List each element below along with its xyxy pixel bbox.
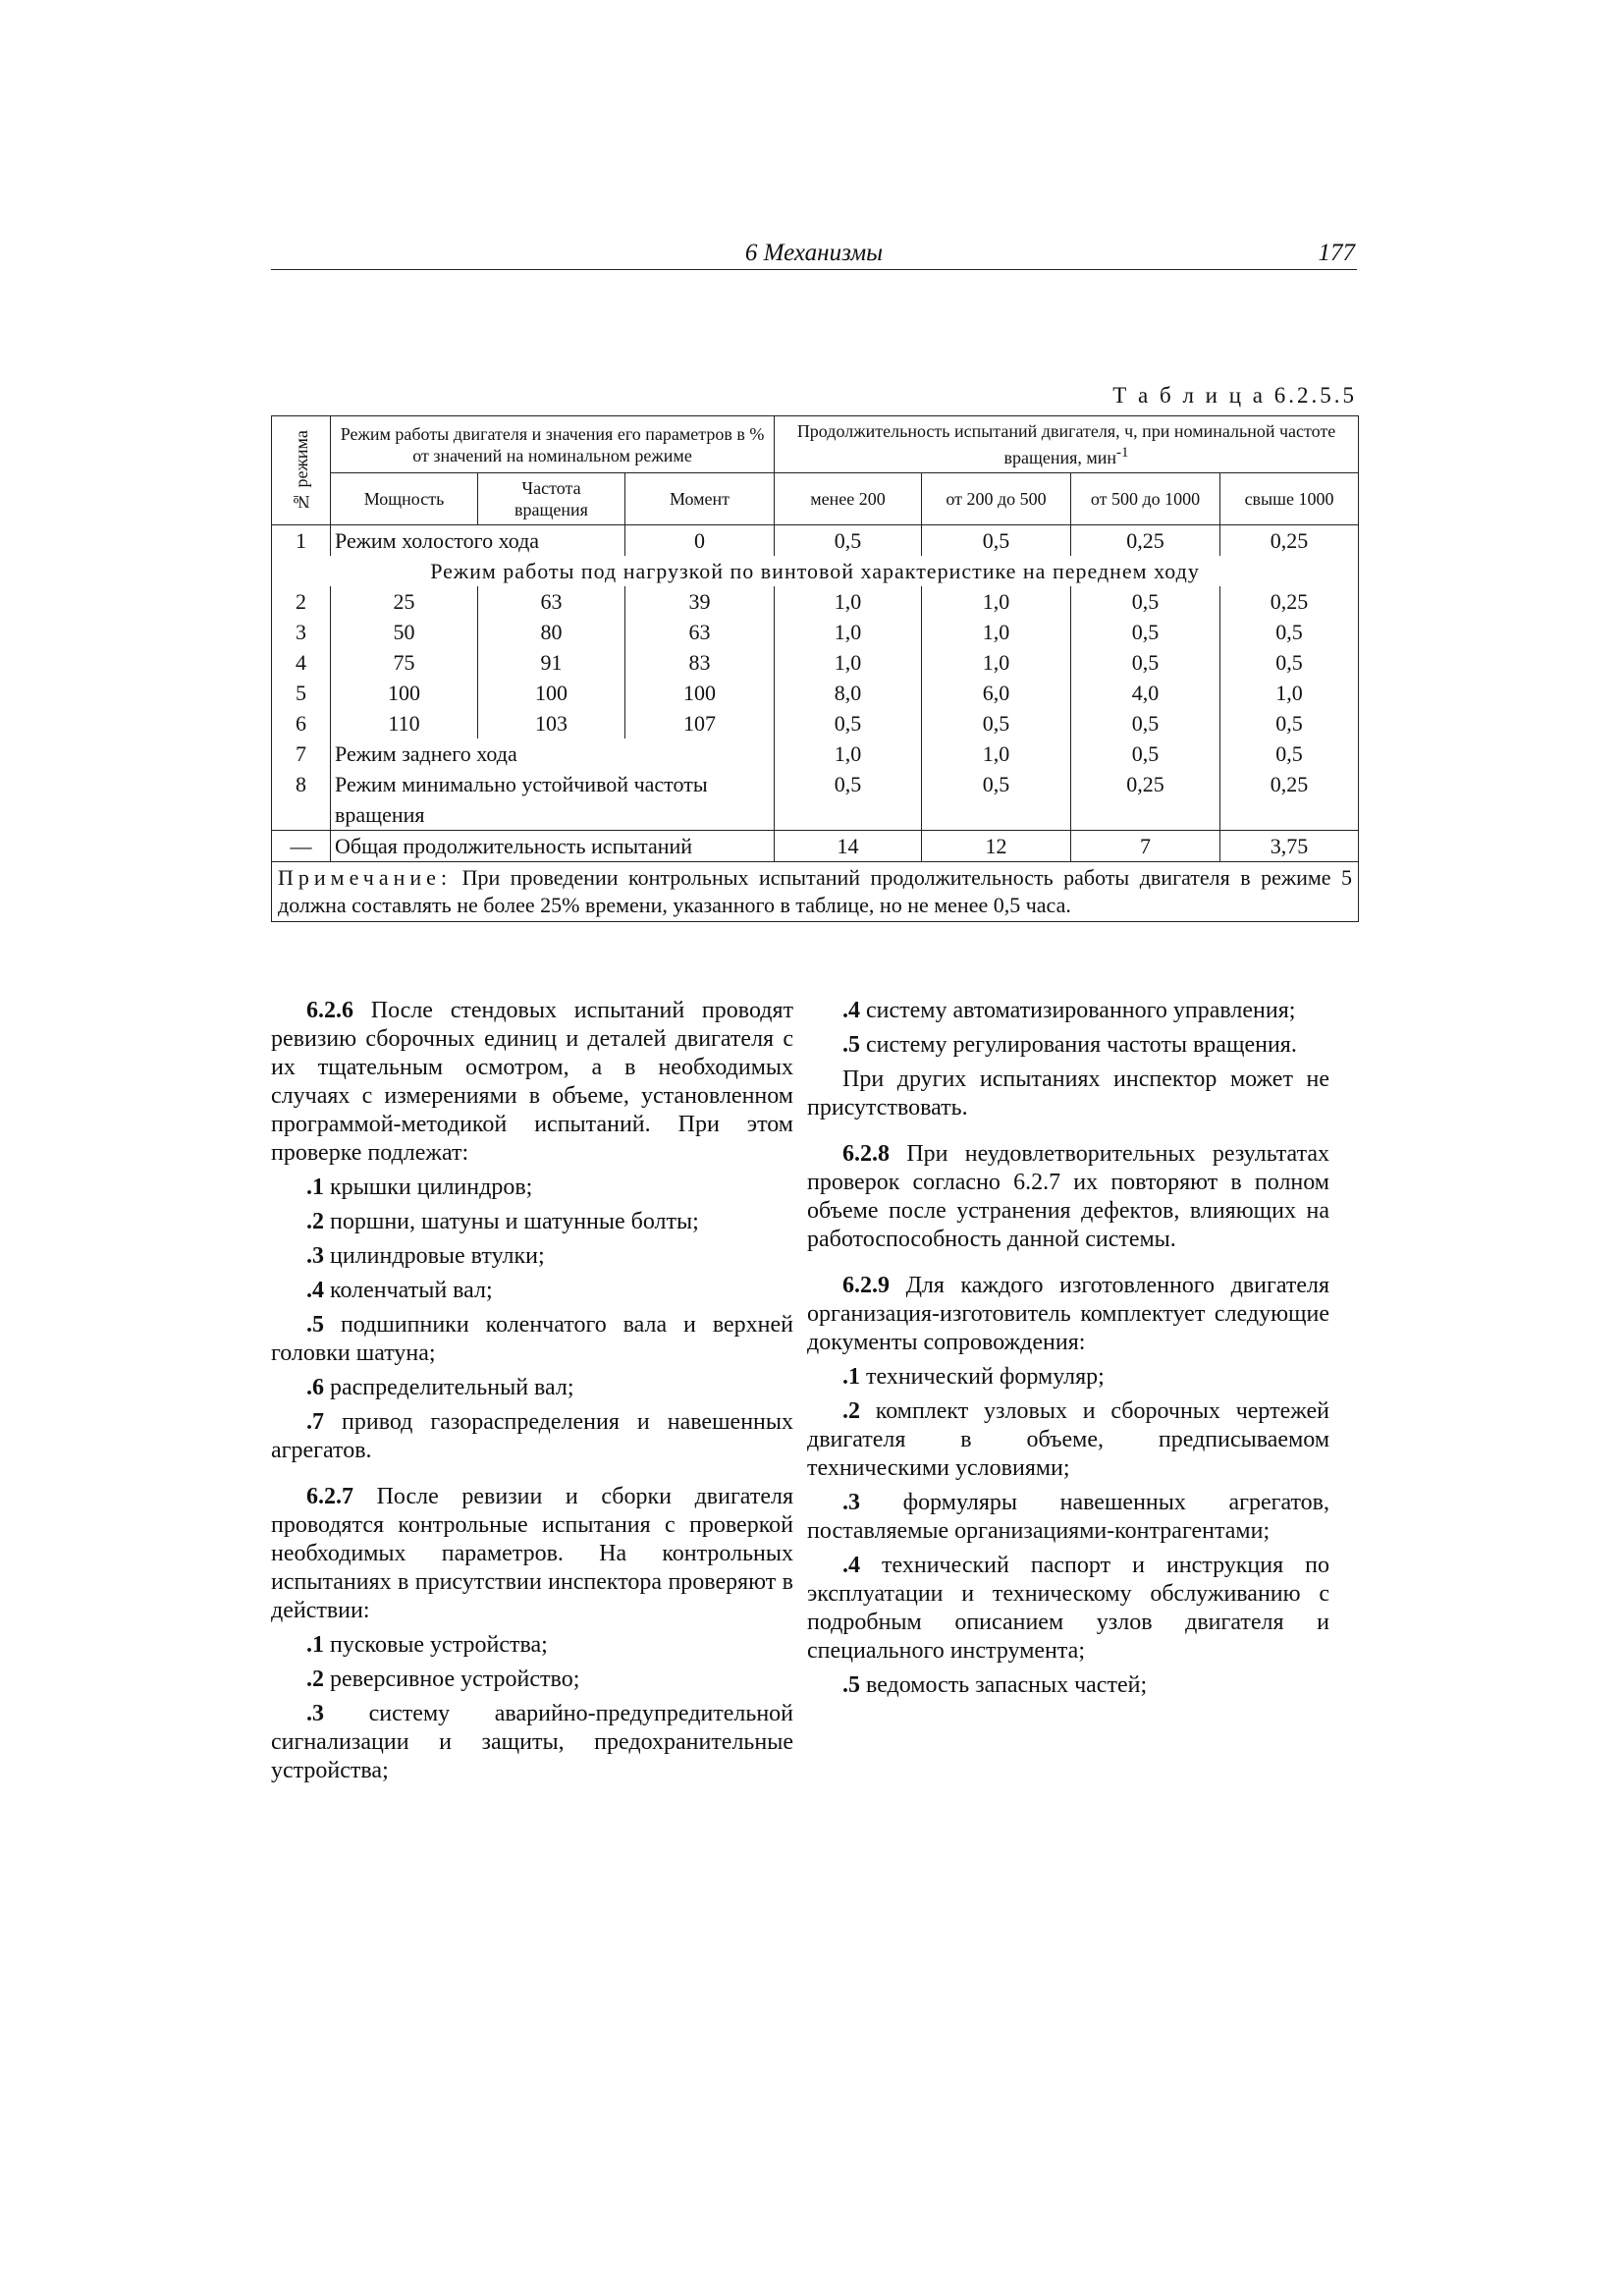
row-duration-2: 0,5 (922, 769, 1071, 831)
list-item (271, 1277, 793, 1305)
table-header-row-2 (272, 473, 1359, 525)
item-number: .4 (842, 1553, 860, 1578)
row-duration-1: 1,0 (775, 617, 922, 647)
item-number: .6 (306, 1375, 324, 1400)
row-number: 4 (272, 647, 331, 678)
table-row (272, 708, 1359, 738)
row-duration-1: 0,5 (775, 708, 922, 738)
row-power: 25 (331, 586, 478, 617)
item-text: поршни, шатуны и шатунные болты; (330, 1209, 699, 1234)
row-duration-4: 1,0 (1220, 678, 1359, 708)
row-number: 6 (272, 708, 331, 738)
row-duration-3: 0,5 (1071, 708, 1220, 738)
item-number: .2 (306, 1667, 324, 1692)
paragraph-text: После ревизии и сборки двигателя проводятся контрольные испытания с проверкой необходимых параметров. На контрольных испытаниях в присутствии инспектора проверяют в действии: (271, 1484, 793, 1623)
paragraph-text: После стендовых испытаний проводят ревизию сборочных единиц и деталей двигателя с их тщательным осмотром, а в необходимых случаях с измерениями в объеме, установленном программой-методикой испытаний. При этом проверке подлежат: (271, 998, 793, 1166)
table-row (272, 769, 1359, 831)
row-moment: 100 (625, 678, 775, 708)
header-test-duration (775, 416, 1359, 473)
paragraph-text: При неудовлетворительных результатах проверок согласно 6.2.7 их повторяют в полном объеме после устранения дефектов, влияющих на работоспособность данной системы. (807, 1141, 1329, 1252)
row-duration-2: 6,0 (922, 678, 1071, 708)
table-span-row (272, 556, 1359, 586)
item-text: технический формуляр; (866, 1364, 1105, 1390)
table-note (272, 862, 1359, 922)
paragraph-tail: При других испытаниях инспектор может не присутствовать. (807, 1066, 1329, 1121)
row-duration-2: 1,0 (922, 738, 1071, 769)
list-item (271, 1631, 793, 1660)
item-number: .4 (842, 998, 860, 1023)
table-caption: Т а б л и ц а 6.2.5.5 (1112, 383, 1357, 408)
row-duration-2: 0,5 (922, 708, 1071, 738)
page-header (271, 240, 1357, 270)
item-text: коленчатый вал; (330, 1278, 493, 1303)
header-duration-1: менее 200 (775, 473, 922, 525)
paragraph-6-2-7 (271, 1483, 793, 1625)
list-item (271, 1174, 793, 1202)
row-duration-1: 14 (775, 831, 922, 862)
row-moment: 0 (625, 525, 775, 557)
row-duration-3: 0,5 (1071, 738, 1220, 769)
page-number: 177 (1318, 240, 1355, 266)
item-text: распределительный вал; (330, 1375, 574, 1400)
item-text: пусковые устройства; (330, 1632, 548, 1658)
list-item (807, 997, 1329, 1025)
paragraph-6-2-9 (807, 1272, 1329, 1357)
row-number: 7 (272, 738, 331, 769)
row-duration-3: 0,25 (1071, 769, 1220, 831)
row-duration-2: 12 (922, 831, 1071, 862)
row-moment: 107 (625, 708, 775, 738)
row-moment: 63 (625, 617, 775, 647)
row-duration-1: 8,0 (775, 678, 922, 708)
row-label: Общая продолжительность испытаний (331, 831, 775, 862)
list-item (807, 1671, 1329, 1700)
header-test-duration-sup: -1 (1116, 445, 1129, 461)
table-row (272, 617, 1359, 647)
table-row (272, 586, 1359, 617)
list-item (271, 1208, 793, 1236)
list-item (271, 1311, 793, 1368)
item-number: .4 (306, 1278, 324, 1303)
item-number: .1 (842, 1364, 860, 1390)
item-number: .1 (306, 1632, 324, 1658)
header-moment: Момент (625, 473, 775, 525)
row-number: 3 (272, 617, 331, 647)
row-number: 2 (272, 586, 331, 617)
item-text: цилиндровые втулки; (330, 1243, 545, 1269)
item-text: крышки цилиндров; (330, 1175, 533, 1200)
row-duration-2: 1,0 (922, 586, 1071, 617)
row-duration-3: 7 (1071, 831, 1220, 862)
row-duration-4: 0,25 (1220, 586, 1359, 617)
header-power: Мощность (331, 473, 478, 525)
list-item (271, 1242, 793, 1271)
item-number: .5 (842, 1672, 860, 1698)
row-moment: 83 (625, 647, 775, 678)
test-duration-table (271, 415, 1359, 922)
header-duration-4: свыше 1000 (1220, 473, 1359, 525)
note-text: При проведении контрольных испытаний продолжительность работы двигателя в режиме 5 должна составлять не более 25% времени, указанного в таблице, но не менее 0,5 часа. (278, 865, 1353, 917)
item-text: систему аварийно-предупредительной сигнализации и защиты, предохранительные устройства; (271, 1701, 793, 1783)
row-duration-4: 0,5 (1220, 617, 1359, 647)
row-moment: 39 (625, 586, 775, 617)
table-header-row-1 (272, 416, 1359, 473)
item-number: .3 (306, 1701, 324, 1726)
item-number: .5 (306, 1312, 324, 1338)
row-duration-3: 0,5 (1071, 586, 1220, 617)
row-duration-2: 1,0 (922, 647, 1071, 678)
item-text: систему регулирования частоты вращения. (866, 1032, 1297, 1058)
item-text: ведомость запасных частей; (866, 1672, 1148, 1698)
item-text: систему автоматизированного управления; (866, 998, 1296, 1023)
row-duration-3: 0,5 (1071, 647, 1220, 678)
row-duration-4: 3,75 (1220, 831, 1359, 862)
item-text: формуляры навешенных агрегатов, поставляемые организациями-контрагентами; (807, 1490, 1329, 1544)
item-number: .7 (306, 1409, 324, 1435)
header-frequency: Частота вращения (478, 473, 625, 525)
table-row (272, 738, 1359, 769)
row-frequency: 91 (478, 647, 625, 678)
row-duration-3: 4,0 (1071, 678, 1220, 708)
row-duration-1: 1,0 (775, 586, 922, 617)
section-number: 6.2.7 (306, 1484, 353, 1509)
row-duration-1: 0,5 (775, 525, 922, 557)
list-item (807, 1552, 1329, 1666)
list-item (271, 1700, 793, 1785)
row-power: 50 (331, 617, 478, 647)
row-number: — (272, 831, 331, 862)
header-duration-3: от 500 до 1000 (1071, 473, 1220, 525)
item-number: .3 (306, 1243, 324, 1269)
list-item (271, 1374, 793, 1402)
item-number: .2 (306, 1209, 324, 1234)
item-number: .1 (306, 1175, 324, 1200)
row-power: 110 (331, 708, 478, 738)
list-item (807, 1489, 1329, 1546)
list-item (807, 1031, 1329, 1060)
row-number: 8 (272, 769, 331, 831)
right-column (807, 997, 1329, 1706)
row-duration-1: 1,0 (775, 738, 922, 769)
item-text: реверсивное устройство; (330, 1667, 580, 1692)
row-duration-4: 0,25 (1220, 769, 1359, 831)
row-frequency: 80 (478, 617, 625, 647)
item-text: комплект узловых и сборочных чертежей двигателя в объеме, предписываемом техническими условиями; (807, 1398, 1329, 1481)
item-text: подшипники коленчатого вала и верхней головки шатуна; (271, 1312, 794, 1366)
note-label: Примечание: (278, 865, 453, 890)
section-number: 6.2.8 (842, 1141, 890, 1167)
row-duration-1: 0,5 (775, 769, 922, 831)
row-label: Режим холостого хода (331, 525, 625, 557)
row-duration-3: 0,25 (1071, 525, 1220, 557)
table-row (272, 678, 1359, 708)
row-frequency: 63 (478, 586, 625, 617)
left-column (271, 997, 793, 1791)
item-text: привод газораспределения и навешенных агрегатов. (271, 1409, 794, 1463)
row-duration-2: 1,0 (922, 617, 1071, 647)
item-number: .3 (842, 1490, 860, 1515)
row-duration-4: 0,25 (1220, 525, 1359, 557)
row-number: 5 (272, 678, 331, 708)
row-label: Режим заднего хода (331, 738, 775, 769)
row-duration-4: 0,5 (1220, 708, 1359, 738)
row-duration-2: 0,5 (922, 525, 1071, 557)
section-number: 6.2.6 (306, 998, 353, 1023)
table-note-row (272, 862, 1359, 922)
chapter-title: 6 Механизмы (744, 240, 884, 266)
row-label: Режим минимально устойчивой частоты вращения (331, 769, 775, 831)
load-mode-label: Режим работы под нагрузкой по винтовой характеристике на переднем ходу (272, 556, 1359, 586)
row-power: 100 (331, 678, 478, 708)
row-duration-4: 0,5 (1220, 647, 1359, 678)
row-duration-3: 0,5 (1071, 617, 1220, 647)
row-frequency: 100 (478, 678, 625, 708)
section-number: 6.2.9 (842, 1273, 890, 1298)
row-frequency: 103 (478, 708, 625, 738)
item-text: технический паспорт и инструкция по эксплуатации и техническому обслуживанию с подробным описанием узлов двигателя и специального инструмента; (807, 1553, 1330, 1664)
table-total-row (272, 831, 1359, 862)
paragraph-6-2-6 (271, 997, 793, 1168)
list-item (807, 1397, 1329, 1483)
table-row (272, 647, 1359, 678)
header-test-duration-text: Продолжительность испытаний двигателя, ч, при номинальной частоте вращения, мин (796, 421, 1336, 467)
list-item (271, 1666, 793, 1694)
list-item (807, 1363, 1329, 1392)
list-item (271, 1408, 793, 1465)
row-number: 1 (272, 525, 331, 557)
row-duration-4: 0,5 (1220, 738, 1359, 769)
item-number: .2 (842, 1398, 860, 1424)
row-power: 75 (331, 647, 478, 678)
paragraph-6-2-8 (807, 1140, 1329, 1254)
table-row (272, 525, 1359, 557)
header-mode-number: № режима (272, 416, 331, 525)
header-duration-2: от 200 до 500 (922, 473, 1071, 525)
header-engine-mode: Режим работы двигателя и значения его параметров в % от значений на номинальном режиме (331, 416, 775, 473)
row-duration-1: 1,0 (775, 647, 922, 678)
item-number: .5 (842, 1032, 860, 1058)
paragraph-text: Для каждого изготовленного двигателя организация-изготовитель комплектует следующие документы сопровождения: (807, 1273, 1330, 1355)
